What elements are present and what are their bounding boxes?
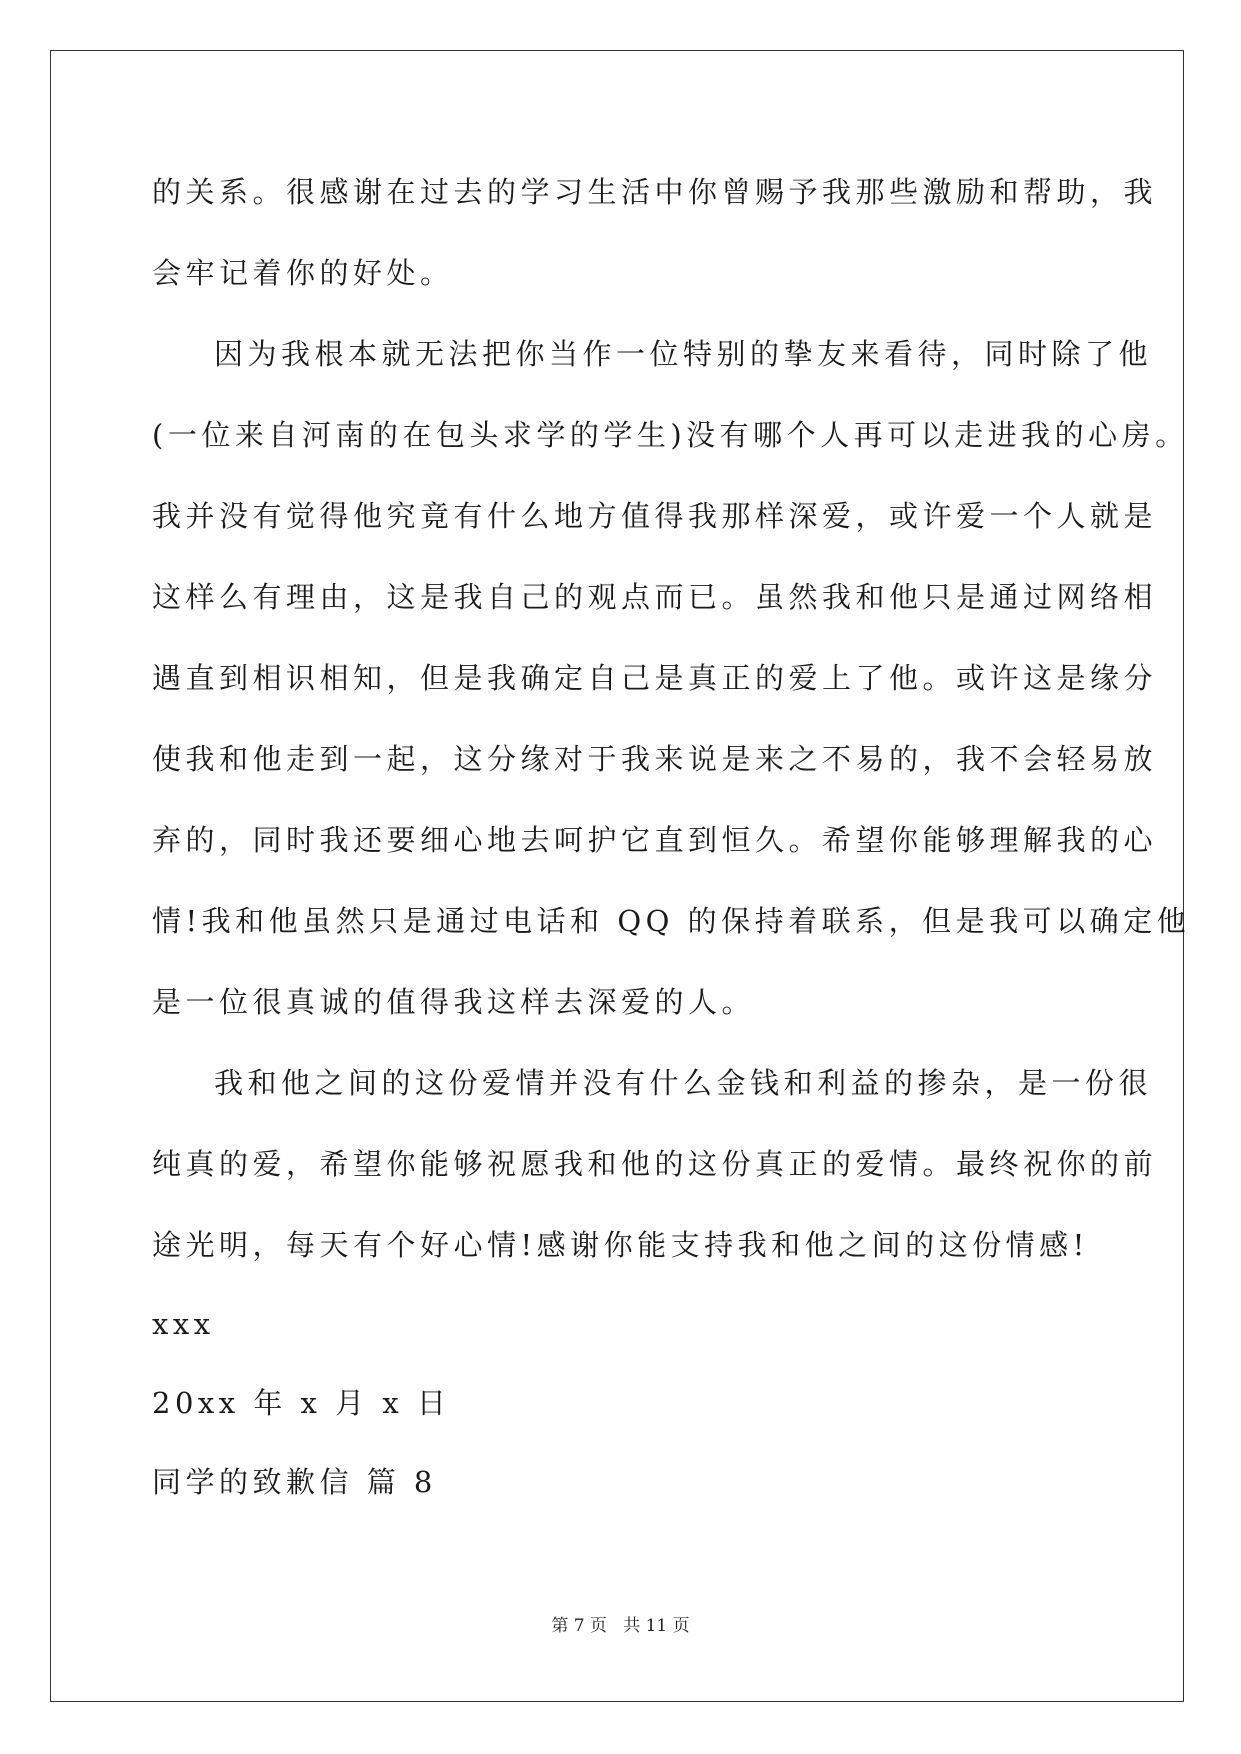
text-line: 是一位很真诚的值得我这样去深爱的人。 [152,985,756,1019]
text-line: 弃的，同时我还要细心地去呵护它直到恒久。希望你能够理解我的心 [152,823,1158,857]
text-line: (一位来自河南的在包头求学的学生)没有哪个人再可以走进我的心房。 [152,418,1189,452]
text-line: 因为我根本就无法把你当作一位特别的挚友来看待，同时除了他 [214,337,1153,371]
text-line: 途光明，每天有个好心情!感谢你能支持我和他之间的这份情感! [152,1228,1089,1262]
page-number: 第 7 页 共 11 页 [551,1616,690,1636]
signature: xxx [152,1307,215,1341]
date-line: 20xx 年 x 月 x 日 [152,1386,451,1420]
text-line: 遇直到相识相知，但是我确定自己是真正的爱上了他。或许这是缘分 [152,661,1158,695]
section-heading: 同学的致歉信 篇 8 [152,1465,437,1499]
text-line: 我并没有觉得他究竟有什么地方值得我那样深爱，或许爱一个人就是 [152,499,1158,533]
text-line: 这样么有理由，这是我自己的观点而已。虽然我和他只是通过网络相 [152,580,1158,614]
text-line: 使我和他走到一起，这分缘对于我来说是来之不易的，我不会轻易放 [152,742,1158,776]
text-line: 纯真的爱，希望你能够祝愿我和他的这份真正的爱情。最终祝你的前 [152,1147,1158,1181]
text-line: 情!我和他虽然只是通过电话和 QQ 的保持着联系，但是我可以确定他 [152,904,1191,938]
text-line: 会牢记着你的好处。 [152,256,454,290]
page-border [50,50,1184,1702]
text-line: 的关系。很感谢在过去的学习生活中你曾赐予我那些激励和帮助，我 [152,175,1158,209]
text-line: 我和他之间的这份爱情并没有什么金钱和利益的掺杂，是一份很 [214,1066,1153,1100]
